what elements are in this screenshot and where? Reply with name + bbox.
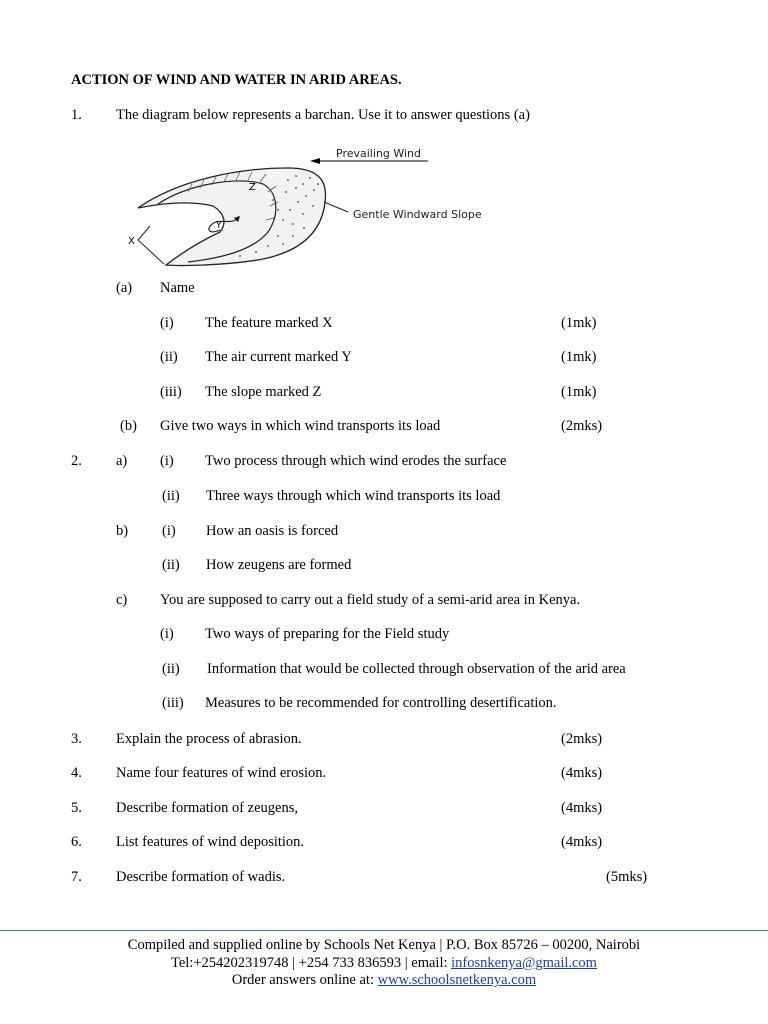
q1-item-marks: (1mk) (561, 315, 597, 331)
q2-a-label: a) (116, 453, 128, 469)
barchan-outline (138, 168, 326, 265)
footer-contact: Tel:+254202319748 | +254 733 836593 | email: (171, 955, 452, 971)
page-title: ACTION OF WIND AND WATER IN ARID AREAS. (71, 72, 402, 88)
footer-order-text: Order answers online at: (231, 972, 378, 988)
q1-b-marks: (2mks) (561, 418, 603, 434)
q2-item-text: Three ways through which wind transports its load (206, 488, 501, 504)
question-number: 3. (71, 731, 82, 747)
q1-b-label: (b) (120, 418, 137, 434)
q1-item-text: The air current marked Y (205, 349, 352, 365)
q2-item-num: (i) (160, 453, 174, 469)
q1-a-text: Name (160, 280, 195, 296)
question-number: 7. (71, 869, 82, 885)
label-z: Z (249, 182, 256, 193)
question-text: Describe formation of zeugens, (116, 800, 298, 816)
q2-c-label: c) (116, 592, 128, 608)
q1-item-text: The slope marked Z (205, 384, 322, 400)
wind-arrowhead (310, 158, 320, 164)
label-x: X (128, 236, 135, 247)
q2-item-text: How an oasis is forced (206, 523, 339, 539)
q2-item-text: Two process through which wind erodes the surface (205, 453, 507, 469)
email-link[interactable]: infosnkenya@gmail.com (451, 955, 597, 971)
question-marks: (4mks) (561, 765, 603, 781)
q1-item-text: The feature marked X (205, 315, 333, 331)
question-text: Explain the process of abrasion. (116, 731, 302, 747)
q2-item-num: (ii) (162, 488, 180, 504)
q2-item-num: (i) (160, 626, 174, 642)
q2-number: 2. (71, 453, 82, 469)
footer-line-3 (0, 971, 768, 989)
question-marks: (2mks) (561, 731, 603, 747)
q1-b-text: Give two ways in which wind transports its load (160, 418, 441, 434)
question-number: 4. (71, 765, 82, 781)
wind-label: Prevailing Wind (336, 147, 422, 160)
slope-pointer (324, 202, 348, 212)
website-link[interactable]: www.schoolsnetkenya.com (377, 972, 537, 988)
q1-item-marks: (1mk) (561, 349, 597, 365)
footer-line-1: Compiled and supplied online by Schools Net Kenya | P.O. Box 85726 – 00200, Nairobi (127, 937, 641, 953)
q1-a-label: (a) (116, 280, 133, 296)
question-text: List features of wind deposition. (116, 834, 305, 850)
q2-item-text: Two ways of preparing for the Field study (205, 626, 450, 642)
q2-item-num: (i) (162, 523, 176, 539)
question-number: 6. (71, 834, 82, 850)
x-pointer (138, 226, 150, 240)
q2-item-text: Information that would be collected through observation of the arid area (207, 661, 626, 677)
label-y: Y (216, 221, 222, 231)
q2-item-text: Measures to be recommended for controlling desertification. (205, 695, 557, 711)
q2-item-num: (iii) (162, 695, 184, 711)
q1-item-num: (iii) (160, 384, 182, 400)
q2-item-text: How zeugens are formed (206, 557, 352, 573)
question-marks: (4mks) (561, 800, 603, 816)
q1-item-num: (i) (160, 315, 174, 331)
q2-item-num: (ii) (162, 661, 180, 677)
q1-text: The diagram below represents a barchan. Use it to answer questions (a) (116, 107, 530, 123)
q2-item-num: (ii) (162, 557, 180, 573)
q1-number: 1. (71, 107, 82, 123)
q2-c-text: You are supposed to carry out a field study of a semi-arid area in Kenya. (160, 592, 581, 608)
barchan-diagram (128, 140, 508, 270)
question-marks: (4mks) (561, 834, 603, 850)
q1-item-marks: (1mk) (561, 384, 597, 400)
q1-item-num: (ii) (160, 349, 178, 365)
q2-b-label: b) (116, 523, 129, 539)
footer-line-2 (0, 954, 768, 972)
footer-divider (0, 930, 768, 931)
question-number: 5. (71, 800, 82, 816)
question-text: Name four features of wind erosion. (116, 765, 327, 781)
question-text: Describe formation of wadis. (116, 869, 286, 885)
question-marks: (5mks) (606, 869, 648, 885)
slope-label: Gentle Windward Slope (353, 208, 482, 221)
